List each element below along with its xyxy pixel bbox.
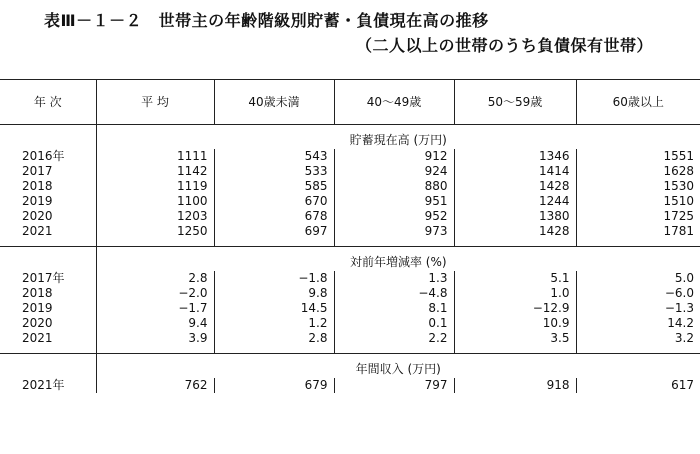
row-year-label: 2017年 — [22, 271, 65, 285]
section-title: 対前年増減率 (%) — [96, 247, 700, 272]
section-divider — [0, 346, 700, 354]
table-cell: 924 — [334, 164, 454, 179]
divider-cell — [576, 346, 700, 354]
table-cell: 1203 — [96, 209, 214, 224]
table-cell: 8.1 — [334, 301, 454, 316]
table-cell: 951 — [334, 194, 454, 209]
table-cell: −1.8 — [214, 271, 334, 286]
divider-cell — [96, 346, 214, 354]
table-cell: 5.0 — [576, 271, 700, 286]
row-year-label: 2021 — [22, 331, 53, 345]
table-cell: 1428 — [454, 224, 576, 239]
table-cell: 797 — [334, 378, 454, 393]
divider-cell — [334, 346, 454, 354]
table-row — [0, 286, 700, 301]
table-row — [0, 149, 700, 164]
row-year-label: 2016年 — [22, 149, 65, 163]
table-cell: 1111 — [96, 149, 214, 164]
table-cell: 3.9 — [96, 331, 214, 346]
table-cell: −12.9 — [454, 301, 576, 316]
table-title: 表Ⅲ－１－２ 世帯主の年齢階級別貯蓄・負債現在高の推移 — [44, 11, 489, 30]
row-year-label: 2020 — [22, 209, 53, 223]
table-cell: 10.9 — [454, 316, 576, 331]
row-year-label: 2021 — [22, 224, 53, 238]
divider-cell — [96, 239, 214, 247]
section-title-spacer — [0, 354, 96, 379]
row-year-label: 2019 — [22, 194, 53, 208]
table-header — [0, 80, 700, 125]
table-subtitle: （二人以上の世帯のうち負債保有世帯） — [356, 36, 654, 55]
divider-cell — [454, 346, 576, 354]
divider-cell — [576, 239, 700, 247]
table-body — [0, 125, 700, 394]
table-row — [0, 179, 700, 194]
divider-cell — [0, 239, 96, 247]
table-cell: 9.4 — [96, 316, 214, 331]
table-cell: 1380 — [454, 209, 576, 224]
table-cell: 1414 — [454, 164, 576, 179]
header-row — [0, 80, 700, 125]
section-title-row — [0, 247, 700, 272]
table-cell: 5.1 — [454, 271, 576, 286]
table-row — [0, 164, 700, 179]
table-cell: 697 — [214, 224, 334, 239]
table-cell: −4.8 — [334, 286, 454, 301]
header-year: 年 次 — [0, 80, 96, 125]
divider-cell — [214, 239, 334, 247]
table-cell: 973 — [334, 224, 454, 239]
header-average: 平 均 — [96, 80, 214, 125]
table-cell: 543 — [214, 149, 334, 164]
table-cell: 1346 — [454, 149, 576, 164]
section-title-row — [0, 354, 700, 379]
table-cell: 1244 — [454, 194, 576, 209]
divider-cell — [334, 239, 454, 247]
table-cell: 14.2 — [576, 316, 700, 331]
table-row — [0, 316, 700, 331]
table-cell: 2.8 — [96, 271, 214, 286]
data-table — [0, 79, 700, 393]
header-50s: 50～59歳 — [454, 80, 576, 125]
table-cell: 3.2 — [576, 331, 700, 346]
table-cell: 2.8 — [214, 331, 334, 346]
table-cell: 670 — [214, 194, 334, 209]
table-cell: 0.1 — [334, 316, 454, 331]
table-cell: 1725 — [576, 209, 700, 224]
table-cell: 912 — [334, 149, 454, 164]
table-cell: 918 — [454, 378, 576, 393]
table-cell: 1.2 — [214, 316, 334, 331]
table-cell: 1781 — [576, 224, 700, 239]
table-cell: −6.0 — [576, 286, 700, 301]
table-row — [0, 301, 700, 316]
table-cell: 1100 — [96, 194, 214, 209]
table-row — [0, 271, 700, 286]
table-cell: −1.3 — [576, 301, 700, 316]
row-year-label: 2018 — [22, 179, 53, 193]
table-cell: 617 — [576, 378, 700, 393]
table-cell: 1250 — [96, 224, 214, 239]
table-cell: 1119 — [96, 179, 214, 194]
row-year-label: 2021年 — [22, 378, 65, 392]
divider-cell — [214, 346, 334, 354]
header-40s: 40～49歳 — [334, 80, 454, 125]
table-cell: 3.5 — [454, 331, 576, 346]
table-cell: −1.7 — [96, 301, 214, 316]
table-cell: 585 — [214, 179, 334, 194]
table-row — [0, 378, 700, 393]
table-cell: 952 — [334, 209, 454, 224]
section-title-spacer — [0, 125, 96, 150]
row-year-label: 2017 — [22, 164, 53, 178]
table-cell: −2.0 — [96, 286, 214, 301]
header-60plus: 60歳以上 — [576, 80, 700, 125]
divider-cell — [454, 239, 576, 247]
table-cell: 762 — [96, 378, 214, 393]
table-cell: 9.8 — [214, 286, 334, 301]
header-under40: 40歳未満 — [214, 80, 334, 125]
table-cell: 1.3 — [334, 271, 454, 286]
table-cell: 1510 — [576, 194, 700, 209]
section-title: 貯蓄現在高 (万円) — [96, 125, 700, 150]
section-divider — [0, 239, 700, 247]
section-title-spacer — [0, 247, 96, 272]
table-cell: 1428 — [454, 179, 576, 194]
row-year-label: 2018 — [22, 286, 53, 300]
table-cell: 14.5 — [214, 301, 334, 316]
table-cell: 2.2 — [334, 331, 454, 346]
table-cell: 1142 — [96, 164, 214, 179]
section-title-row — [0, 125, 700, 150]
table-cell: 1.0 — [454, 286, 576, 301]
divider-cell — [0, 346, 96, 354]
table-cell: 1628 — [576, 164, 700, 179]
table-row — [0, 224, 700, 239]
table-cell: 533 — [214, 164, 334, 179]
table-cell: 678 — [214, 209, 334, 224]
table-cell: 679 — [214, 378, 334, 393]
section-title: 年間収入 (万円) — [96, 354, 700, 379]
row-year-label: 2019 — [22, 301, 53, 315]
table-cell: 880 — [334, 179, 454, 194]
table-row — [0, 331, 700, 346]
table-cell: 1530 — [576, 179, 700, 194]
table-row — [0, 209, 700, 224]
row-year-label: 2020 — [22, 316, 53, 330]
table-row — [0, 194, 700, 209]
table-cell: 1551 — [576, 149, 700, 164]
